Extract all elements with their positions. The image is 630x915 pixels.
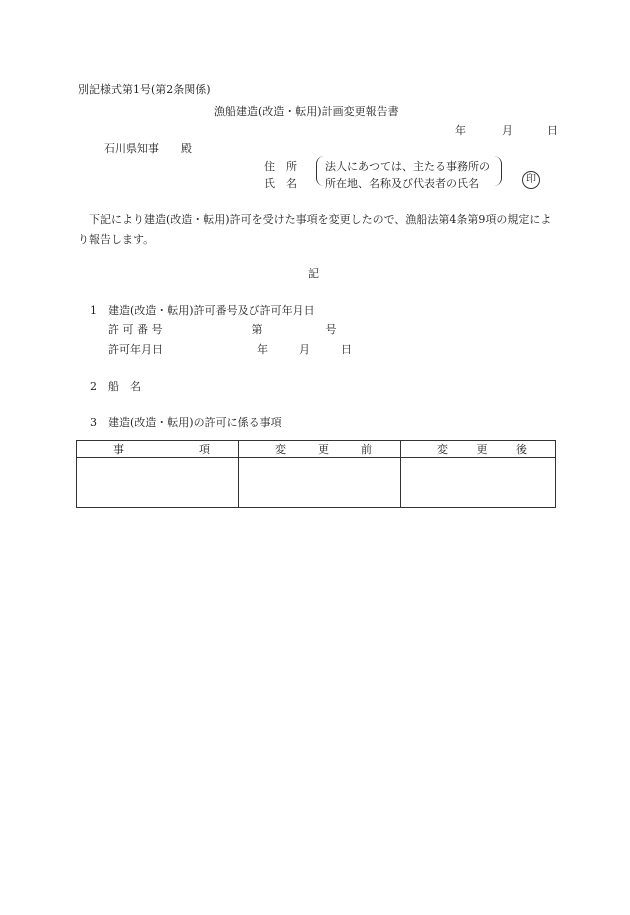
- section3-heading: 3 建造(改造・転用)の許可に係る事項: [90, 416, 282, 429]
- permit-number-prefix: 第: [251, 323, 263, 336]
- ki-heading: 記: [308, 267, 319, 280]
- date-year-label: 年: [455, 124, 466, 137]
- section2-heading: 2 船 名: [90, 380, 141, 393]
- form-code: 別記様式第1号(第2条関係): [78, 83, 211, 96]
- applicant-note-line2: 所在地、名称及び代表者の氏名: [325, 177, 479, 190]
- header-item-char: 項: [199, 443, 210, 456]
- date-month-label: 月: [502, 124, 513, 137]
- report-date: [455, 125, 558, 136]
- header-item-char: 事: [113, 443, 124, 456]
- body-text: 下記により建造(改造・転用)許可を受けた事項を変更したので、漁船法第4条第9項の規定により報告します。: [78, 213, 552, 246]
- permit-date-month: 月: [299, 343, 310, 356]
- cell-item[interactable]: [77, 458, 239, 508]
- header-after-char: 変: [437, 443, 448, 456]
- header-before-char: 前: [361, 443, 372, 456]
- document-title: 漁船建造(改造・転用)計画変更報告書: [214, 105, 399, 118]
- permit-date-year: 年: [257, 343, 268, 356]
- cell-after[interactable]: [401, 458, 556, 508]
- applicant-note-line1: 法人にあつては、主たる事務所の: [325, 160, 490, 173]
- header-before-char: 変: [275, 443, 286, 456]
- permit-date-row: [108, 344, 352, 355]
- date-day-label: 日: [547, 124, 558, 137]
- permit-date-day: 日: [341, 343, 352, 356]
- address-label: 住 所: [264, 160, 297, 173]
- permit-number-label: 許 可 番 号: [108, 323, 163, 336]
- changes-table: [76, 440, 556, 508]
- permit-date-label: 許可年月日: [108, 343, 163, 356]
- applicant-labels: [264, 158, 297, 192]
- seal-icon: 印: [522, 171, 540, 189]
- permit-number-suffix: 号: [325, 323, 337, 336]
- name-label: 氏 名: [264, 177, 297, 190]
- applicant-note: [325, 158, 490, 192]
- table-row: [77, 458, 556, 508]
- permit-number-row: [108, 324, 337, 335]
- header-before: [239, 441, 401, 458]
- header-before-char: 更: [318, 443, 329, 456]
- header-after-char: 更: [476, 443, 488, 456]
- header-after-char: 後: [516, 443, 527, 456]
- addressee: 石川県知事 殿: [104, 142, 192, 155]
- table-header-row: [77, 441, 556, 458]
- cell-before[interactable]: [239, 458, 401, 508]
- section1-heading: 1 建造(改造・転用)許可番号及び許可年月日: [90, 304, 315, 317]
- header-after: [401, 441, 556, 458]
- header-item: [77, 441, 239, 458]
